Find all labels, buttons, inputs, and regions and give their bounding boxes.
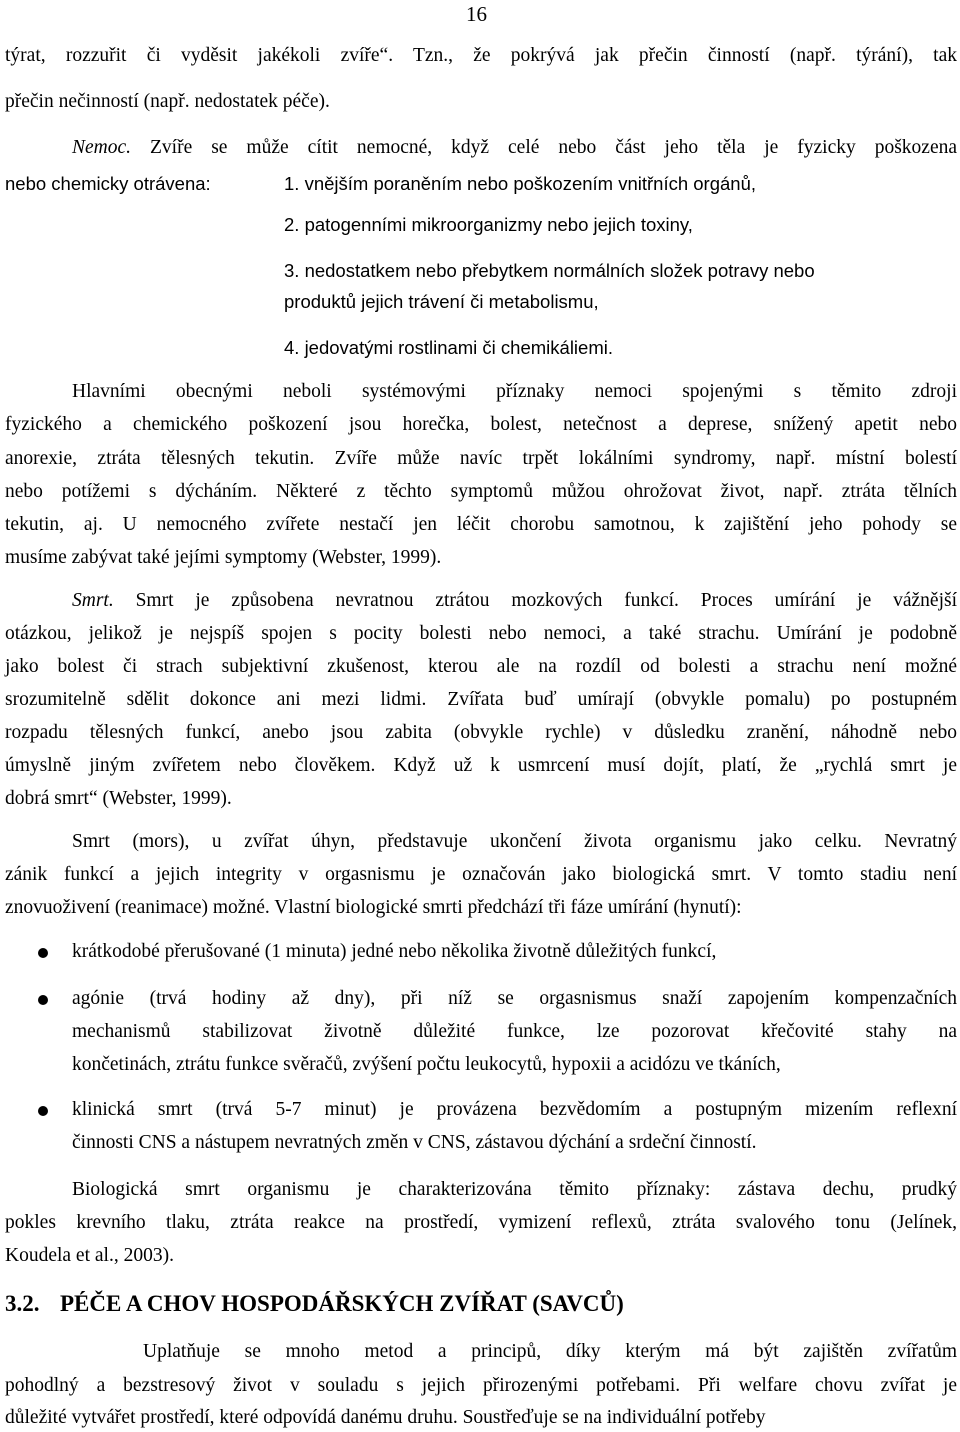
list-item-4: 4. jedovatými rostlinami či chemikáliemi. [284,337,613,358]
paragraph-nemoc-first-line [72,136,957,160]
term-smrt: Smrt. [72,590,114,611]
list-item-1: 1. vnějším poraněním nebo poškozením vnitřních orgánů, [284,173,757,194]
list-item-2: 2. patogenními mikroorganizmy nebo jejich toxiny, [284,214,693,235]
text-line: Hlavními obecnými neboli systémovými příznaky nemoci spojenými s těmito zdroji [72,381,957,402]
text-span: Zvíře se může cítit nemocné, když celé nebo část jeho těla je fyzicky poškozena [131,137,957,158]
text-span: Smrt je způsobena nevratnou ztrátou mozkových funkcí. Proces umírání je vážnější [113,590,957,611]
section-heading [5,1290,624,1318]
text-line: rozpadu tělesných funkcí, anebo jsou zabita (obvykle rychle) v důsledku zranění, náhodně nebo [5,722,957,743]
bullet-item-1: krátkodobé přerušované (1 minuta) jedné nebo několika životně důležitých funkcí, [72,941,717,962]
text-line: Biologická smrt organismu je charakterizována těmito příznaky: zástava dechu, prudký [72,1179,957,1200]
section-title: PÉČE A CHOV HOSPODÁŘSKÝCH ZVÍŘAT (SAVCŮ) [60,1291,624,1316]
text-line: Uplatňuje se mnoho metod a principů, díky kterým má být zajištěn zvířatům [143,1341,957,1362]
page-number: 16 [466,2,487,26]
text-line: anorexie, ztráta tělesných tekutin. Zvíře může navíc trpět lokálními syndromy, např. místní bolestí [5,448,957,469]
term-nemoc: Nemoc. [72,137,132,158]
text-line: srozumitelně sdělit dokonce ani mezi lidmi. Zvířata buď umírají (obvykle pomalu) po postupném [5,689,957,710]
text-line: důležité vytvářet prostředí, které odpovídá danému druhu. Soustřeďuje se na individuální potřeby [5,1407,766,1428]
list-item-3-cont: produktů jejich trávení či metabolismu, [284,291,599,312]
text-line: nebo potížemi s dýcháním. Některé z těchto symptomů můžou ohrožovat život, např. ztráta tělních [5,481,957,502]
text-line: pokles krevního tlaku, ztráta reakce na prostředí, vymizení reflexů, ztráta svalového tonu (Jelínek, [5,1212,957,1233]
list-item-3: 3. nedostatkem nebo přebytkem normálních složek potravy nebo [284,260,815,281]
bullet-icon [38,948,48,958]
text-span: nebo chemicky otrávena: [5,173,211,194]
bullet-item-3: klinická smrt (trvá 5-7 minut) je provázena bezvědomím a postupným mizením reflexní [72,1099,957,1120]
bullet-item-2-cont: končetinách, ztrátu funkce svěračů, zvýšení počtu leukocytů, hypoxii a acidózu ve tkáních, [72,1054,781,1075]
bullet-item-2: agónie (trvá hodiny až dny), při níž se orgasnismus snaží zapojením kompenzačních [72,988,957,1009]
text-line: otázkou, jelikož je nejspíš spojen s pocity bolesti nebo nemoci, a také strachu. Umírání je podobně [5,623,957,644]
text-line: Koudela et al., 2003). [5,1245,174,1266]
text-line: jako bolest či strach subjektivní zkušenost, kterou ale na rozdíl od bolesti a strachu není možné [5,656,957,677]
bullet-item-2-cont: mechanismů stabilizovat životně důležité funkce, lze pozorovat křečovité stahy na [72,1021,957,1042]
text-line: týrat, rozzuřit či vyděsit jakékoli zvíře“. Tzn., že pokrývá jak přečin činností (např. týrání), tak [5,45,957,66]
paragraph-smrt-first-line [72,589,957,613]
text-line: musíme zabývat také jejími symptomy (Webster, 1999). [5,547,442,568]
bullet-item-3-cont: činnosti CNS a nástupem nevratných změn v CNS, zástavou dýchání a srdeční činností. [72,1132,757,1153]
text-line: přečin nečinností (např. nedostatek péče). [5,91,330,112]
text-line: znovuoživení (reanimace) možné. Vlastní biologické smrti předchází tři fáze umírání (hynutí): [5,897,742,918]
bullet-icon [38,1106,48,1116]
text-line: úmyslně jiným zvířetem nebo člověkem. Když už k usmrcení musí dojít, platí, že „rychlá smrt je [5,755,957,776]
text-line: fyzického a chemického poškození jsou horečka, bolest, netečnost a deprese, snížený apetit nebo [5,414,957,435]
text-line: tekutin, aj. U nemocného zvířete nestačí jen léčit chorobu samotnou, k zajištění jeho pohody se [5,514,957,535]
text-line: Smrt (mors), u zvířat úhyn, představuje ukončení života organismu jako celku. Nevratný [72,831,957,852]
text-line: zánik funkcí a jejich integrity v orgasnismu je označován jako biologická smrt. V tomto stadiu není [5,864,957,885]
text-line: pohodlný a bezstresový život v souladu s jejich přirozenými potřebami. Při welfare chovu zvířat je [5,1375,957,1396]
section-number: 3.2. [5,1291,40,1316]
text-line: dobrá smrt“ (Webster, 1999). [5,788,232,809]
bullet-icon [38,995,48,1005]
